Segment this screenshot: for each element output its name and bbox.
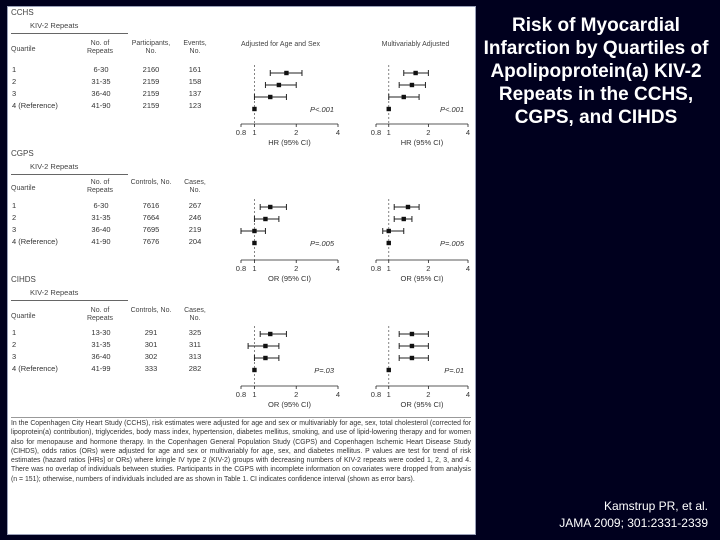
cgps-right-tick-label: 4	[465, 264, 471, 273]
cihds-right-point	[410, 344, 414, 348]
cchs-cell-n2: 161	[188, 65, 202, 74]
figure-footnote: In the Copenhagen City Heart Study (CCHS), risk estimates were adjusted for age and sex or multivariably for age, sex, total cholesterol (corrected for lipoprotein(a) contribution), triglycerides, body mass index, hypertension, diabetes mellitus, smoking, and use of lipid-lowering therapy and for women also for menopause and hormone therapy. In the Copenhagen General Population Study (CGPS) and Copenhagen Ischemic Heart Disease Study (CIHDS), odds ratios (ORs) were adjusted for age and sex or multivariably for age, sex, and diabetes mellitus. P values are test for trend of risk estimates (hazard ratios [HRs] or ORs) where kringle IV type 2 (KIV-2) groups with decreasing numbers of KIV-2 repeats were coded 1, 2, 3, and 4. There was no overlap of individuals between studies. Participants in the CGPS with incomplete information on covariates were dropped from analysis (n = 151); otherwise, numbers of individuals included are as shown in Table 1. CI indicates confidence interval (shown as error bars).	[11, 417, 471, 534]
cchs-header-repeats: No. of Repeats	[86, 40, 114, 55]
cgps-right-tick-label: 1	[386, 264, 391, 273]
cgps-header-n2: Cases, No.	[184, 179, 206, 194]
cihds-cell-quartile: 2	[12, 340, 17, 349]
cihds-cell-n2: 325	[188, 328, 202, 337]
cgps-label: CGPS	[11, 149, 34, 158]
cgps-cell-n1: 7695	[142, 225, 160, 234]
cchs-right-tick-label: 1	[386, 128, 391, 137]
cgps-cell-n1: 7676	[142, 237, 160, 246]
cihds-cell-n1: 302	[144, 352, 158, 361]
cgps-left-tick-label: 2	[294, 264, 299, 273]
cchs-cell-repeats: 31-35	[91, 77, 111, 86]
cchs-cell-quartile: 2	[12, 77, 17, 86]
cchs-left-tick-label: 1	[252, 128, 257, 137]
cihds-cell-repeats: 41-99	[91, 364, 111, 373]
cihds-left-point	[263, 356, 267, 360]
cihds-cell-quartile: 1	[12, 328, 17, 337]
cgps-right-p-value: P=.005	[440, 239, 464, 248]
cihds-cell-repeats: 36-40	[91, 352, 111, 361]
cgps-left-x-label: OR (95% CI)	[268, 274, 311, 283]
cihds-left-tick-label: 0.8	[235, 390, 247, 399]
cihds-left-point	[263, 344, 267, 348]
cchs-cell-repeats: 41-90	[91, 101, 111, 110]
cchs-right-p-value: P<.001	[440, 105, 464, 114]
cihds-cell-quartile: 3	[12, 352, 17, 361]
cchs-cell-quartile: 1	[12, 65, 17, 74]
cchs-left-tick-label: 0.8	[235, 128, 247, 137]
cihds-subtitle: KIV-2 Repeats	[30, 288, 79, 297]
cgps-cell-n2: 219	[188, 225, 202, 234]
cgps-left-tick-label: 0.8	[235, 264, 247, 273]
cihds-left-p-value: P=.03	[314, 366, 334, 375]
cgps-left-point	[252, 229, 256, 233]
cgps-cell-quartile: 4 (Reference)	[12, 237, 58, 246]
cchs-cell-n2: 158	[188, 77, 202, 86]
cchs-left-tick-label: 4	[335, 128, 341, 137]
cihds-left-tick-label: 1	[252, 390, 257, 399]
cihds-left-tick-label: 4	[335, 390, 341, 399]
cchs-right-point	[413, 71, 417, 75]
cchs-left-plot-title: Adjusted for Age and Sex	[241, 41, 320, 48]
cgps-header-quartile: Quartile	[11, 185, 36, 192]
cgps-left-tick-label: 4	[335, 264, 341, 273]
cgps-cell-quartile: 3	[12, 225, 17, 234]
citation-journal: JAMA 2009; 301:2331-2339	[559, 516, 708, 530]
cchs-left-p-value: P<.001	[310, 105, 334, 114]
cchs-cell-quartile: 4 (Reference)	[12, 101, 58, 110]
cgps-cell-repeats: 31-35	[91, 213, 111, 222]
cchs-cell-n1: 2160	[142, 65, 160, 74]
cihds-cell-n1: 291	[144, 328, 158, 337]
cchs-left-point	[284, 71, 288, 75]
cihds-left-point	[252, 368, 256, 372]
cihds-right-tick-label: 0.8	[370, 390, 382, 399]
cgps-cell-n1: 7664	[142, 213, 160, 222]
cihds-cell-n1: 301	[144, 340, 158, 349]
citation-authors: Kamstrup PR, et al.	[603, 499, 708, 513]
cgps-cell-repeats: 36-40	[91, 225, 111, 234]
cihds-right-tick-label: 2	[426, 390, 431, 399]
cihds-header-n1: Controls, No.	[130, 307, 172, 314]
cchs-left-point	[252, 107, 256, 111]
cgps-left-p-value: P=.005	[310, 239, 334, 248]
cgps-right-tick-label: 2	[426, 264, 431, 273]
cchs-left-x-label: HR (95% CI)	[268, 138, 311, 147]
cchs-header-quartile: Quartile	[11, 46, 36, 53]
cihds-right-p-value: P=.01	[444, 366, 464, 375]
cchs-right-tick-label: 2	[426, 128, 431, 137]
cihds-cell-n1: 333	[144, 364, 158, 373]
cgps-right-point	[402, 217, 406, 221]
cgps-cell-n2: 204	[188, 237, 202, 246]
cgps-cell-n1: 7616	[142, 201, 160, 210]
cchs-left-point	[268, 95, 272, 99]
cchs-cell-n1: 2159	[142, 89, 160, 98]
cchs-right-point	[387, 107, 391, 111]
cchs-header-n2: Events, No.	[183, 40, 207, 55]
cgps-right-point	[406, 205, 410, 209]
cihds-left-tick-label: 2	[294, 390, 299, 399]
cgps-right-tick-label: 0.8	[370, 264, 382, 273]
cchs-right-tick-label: 4	[465, 128, 471, 137]
cchs-right-point	[402, 95, 406, 99]
cihds-right-point	[387, 368, 391, 372]
cgps-cell-repeats: 6-30	[93, 201, 109, 210]
cgps-right-point	[387, 229, 391, 233]
cchs-label: CCHS	[11, 8, 34, 17]
cihds-cell-n2: 282	[188, 364, 202, 373]
cihds-cell-n2: 311	[189, 340, 201, 349]
cihds-right-x-label: OR (95% CI)	[400, 400, 444, 409]
cihds-header-repeats: No. of Repeats	[86, 307, 114, 322]
cihds-right-tick-label: 1	[386, 390, 391, 399]
cihds-header-quartile: Quartile	[11, 313, 36, 320]
cihds-right-point	[410, 356, 414, 360]
cchs-left-point	[277, 83, 281, 87]
cihds-label: CIHDS	[11, 275, 36, 284]
cgps-header-n1: Controls, No.	[130, 179, 172, 186]
cgps-cell-n2: 246	[188, 213, 202, 222]
cihds-left-point	[268, 332, 272, 336]
figure-panel	[7, 6, 476, 535]
cgps-header-repeats: No. of Repeats	[86, 179, 114, 194]
cihds-header-n2: Cases, No.	[184, 307, 206, 322]
cihds-cell-quartile: 4 (Reference)	[12, 364, 58, 373]
cgps-cell-repeats: 41-90	[91, 237, 111, 246]
cchs-right-point	[410, 83, 414, 87]
cihds-right-point	[410, 332, 414, 336]
cchs-cell-n2: 137	[188, 89, 202, 98]
cchs-cell-n2: 123	[188, 101, 202, 110]
cihds-left-x-label: OR (95% CI)	[268, 400, 311, 409]
cgps-right-point	[387, 241, 391, 245]
cgps-left-tick-label: 1	[252, 264, 257, 273]
cchs-right-plot-title: Multivariably Adjusted	[381, 41, 450, 48]
cgps-subtitle: KIV-2 Repeats	[30, 162, 79, 171]
cihds-cell-repeats: 13-30	[91, 328, 111, 337]
citation	[498, 498, 708, 532]
cihds-cell-n2: 313	[188, 352, 202, 361]
cgps-left-point	[268, 205, 272, 209]
cchs-cell-repeats: 36-40	[91, 89, 111, 98]
cgps-cell-quartile: 2	[12, 213, 17, 222]
cgps-cell-quartile: 1	[12, 201, 17, 210]
cchs-cell-repeats: 6-30	[93, 65, 109, 74]
cihds-right-tick-label: 4	[465, 390, 471, 399]
cchs-left-tick-label: 2	[294, 128, 299, 137]
cchs-subtitle: KIV-2 Repeats	[30, 21, 79, 30]
cchs-cell-quartile: 3	[12, 89, 17, 98]
cgps-right-x-label: OR (95% CI)	[400, 274, 444, 283]
cgps-left-point	[252, 241, 256, 245]
cgps-cell-n2: 267	[188, 201, 202, 210]
slide-title: Risk of Myocardial Infarction by Quartiles of Apolipoprotein(a) KIV-2 Repeats in the CCHS, CGPS, and CIHDS	[483, 15, 709, 128]
cihds-cell-repeats: 31-35	[91, 340, 111, 349]
cchs-cell-n1: 2159	[142, 77, 160, 86]
cchs-right-tick-label: 0.8	[370, 128, 382, 137]
cchs-right-x-label: HR (95% CI)	[400, 138, 444, 147]
cchs-cell-n1: 2159	[142, 101, 160, 110]
cchs-header-n1: Participants, No.	[131, 40, 171, 55]
cgps-left-point	[263, 217, 267, 221]
